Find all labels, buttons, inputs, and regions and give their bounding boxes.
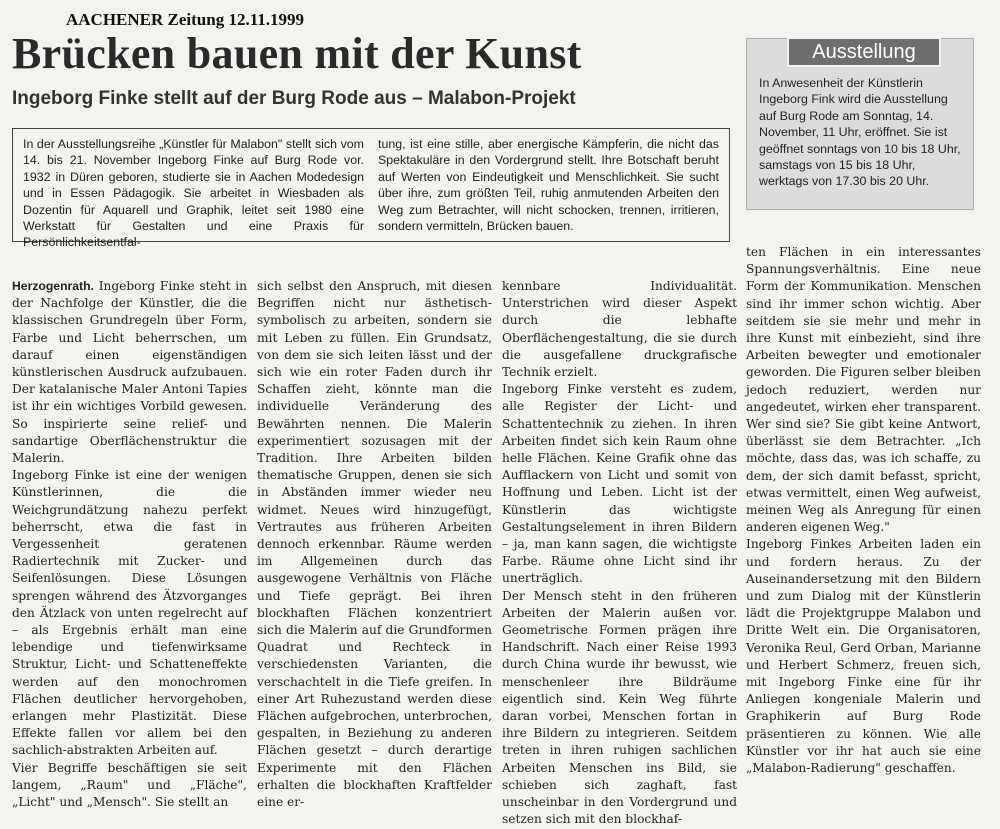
headline: Brücken bauen mit der Kunst — [12, 29, 582, 78]
paragraph: sich selbst den Anspruch, mit diesen Begriffen nicht nur ästhetisch-symbolisch zu arbeiten, sondern sie mit Leben zu füllen. Ein Grundsatz, von dem sie sich leiten lässt und der sich wie ein roter Faden durch ihr Schaffen zieht, könnte man die individuelle Veränderung des Bewährten nennen. Die Malerin experimentiert sozusagen mit der Tradition. Ihre Arbeiten bilden thematische Gruppen, denen sie sich in Abständen immer wieder neu widmet. Neues wird hinzugefügt, Vertrautes aus früheren Arbeiten dennoch erkennbar. Räume werden im Allgemeinen durch das ausgewogene Verhältnis von Fläche und Tiefe geprägt. Bei ihren blockhaften Flächen konzentriert sich die Malerin auf die Grundformen Quadrat und Rechteck in verschiedensten Varianten, die verschachtelt in die Tiefe greifen. In einer Art Ruhezustand werden diese Flächen aufgebrochen, unterbrochen, gespalten, in Beziehung zu anderen Flächen gesetzt – durch derartige Experimente mit den Flächen erhalten die blockhaften Kraftfelder eine er- — [257, 279, 492, 810]
body-column-1 — [12, 278, 247, 810]
paragraph-text: Ingeborg Finke steht in der Nachfolge der Künstler, die die klassischen Grundregeln über Form, Farbe und Licht beherrschen, um darauf einen eigenständigen künstlerischen Ausdruck aufzubauen. Der katalanische Maler Antoni Tapies ist ihr ein wichtiges Vorbild gewesen. So inspirierte seine relief- und sandartige Oberflächenstruktur die Malerin. — [12, 279, 247, 466]
paragraph: Ingeborg Finke ist eine der wenigen Künstlerinnen, die die Weichgrundätzung nahezu perfekt beherrscht, etwa die fast in Vergessenheit geratenen Radiertechnik mit Zucker- und Seifenlösungen. Diese Lösungen sprengen während des Ätzvorganges den Ätzlack von unten regelrecht auf – als Ergebnis erhält man eine lebendige und tiefenwirksame Struktur, Licht- und Schatteneffekte werden auf den monochromen Flächen deutlicher hervorgehoben, erlangen mehr Plastizität. Diese Effekte fallen vor allem bei den sachlich-abstrakten Arbeiten auf. — [12, 468, 247, 758]
exhibition-info-text: In Anwesenheit der Künstlerin Ingeborg Fink wird die Ausstellung auf Burg Rode am Sonntag, 14. November, 11 Uhr, eröffnet. Sie ist geöffnet sonntags von 10 bis 18 Uhr, samstags von 15 bis 18 Uhr, werktags von 17.30 bis 20 Uhr. — [759, 76, 961, 189]
paragraph — [12, 278, 247, 467]
dateline: Herzogenrath. — [12, 279, 94, 293]
body-column-3 — [502, 278, 737, 827]
exhibition-info-box — [746, 38, 974, 210]
subheadline: Ingeborg Finke stellt auf der Burg Rode aus – Malabon-Projekt — [12, 88, 576, 109]
paragraph: Ingeborg Finke versteht es zudem, alle Register der Licht- und Schattentechnik zu ziehen. In ihren Arbeiten findet sich kein Raum ohne helle Flächen. Keine Grafik ohne das Aufflackern von Licht und somit von Hoffnung und Leben. Licht ist der Künstlerin das wichtigste Gestaltungselement in ihren Bildern – ja, man kann sagen, die wichtigste Farbe. Räume ohne Licht sind ihr unerträglich. — [502, 382, 737, 586]
exhibition-label: Ausstellung — [787, 37, 941, 67]
intro-column-1: In der Ausstellungsreihe „Künstler für Malabon" stellt sich vom 14. bis 21. November Ingeborg Finke auf Burg Rode vor. 1932 in Düren geboren, studierte sie in Aachen Modedesign und in Essen Pädagogik. Sie arbeitet in Wiesbaden als Dozentin für Aquarell und Graphik, leitet seit 1980 eine Werkstatt für Gestalten und eine Praxis für Persönlichkeitsentfal- — [23, 137, 364, 250]
paragraph: Vier Begriffe beschäftigen sie seit langem, „Raum" und „Fläche", „Licht" und „Mensch". Sie stellt an — [12, 760, 247, 810]
paragraph: Ingeborg Finkes Arbeiten laden ein und fordern heraus. Zu der Auseinandersetzung mit den Bildern und zum Dialog mit der Künstlerin lädt die Projektgruppe Malabon und Dritte Welt ein. Die Organisatoren, Veronika Reul, Gerd Orban, Marianne und Herbert Schmerz, freuen sich, mit Ingeborg Finke eine für ihr Anliegen kongeniale Malerin und Graphikerin auf Burg Rode präsentieren zu können. Wie alle Künstler vor ihr hat auch sie eine „Malabon-Radierung" geschaffen. — [746, 537, 981, 776]
body-column-2 — [257, 278, 492, 810]
paragraph: Der Mensch steht in den früheren Arbeiten der Malerin außen vor. Geometrische Formen prägen ihre Handschrift. Nach einer Reise 1993 durch China wurde ihr bewusst, wie menschenleer ihre Bildräume eigentlich sind. Kein Weg führte daran vorbei, Menschen fortan in ihre Bildern zu integrieren. Seitdem treten in ihren ruhigen sachlichen Arbeiten Menschen ins Bild, sie schieben sich zaghaft, fast unscheinbar in den Vordergrund und setzen sich mit den blockhaf- — [502, 588, 737, 827]
intro-box — [12, 128, 730, 250]
body-column-4 — [746, 244, 981, 779]
intro-column-2: tung, ist eine stille, aber energische Kämpferin, die nicht das Spektakuläre in den Vordergrund stellt. Ihre Botschaft beruht auf Werten von Eindeutigkeit und Menschlichkeit. Sie sucht über ihre, zum größten Teil, ruhig anmutenden Arbeiten den Weg zum Betrachter, will nicht schocken, trennen, irritieren, sondern vermitteln, Brücken bauen. — [378, 137, 719, 234]
paragraph: ten Flächen in ein interessantes Spannungsverhältnis. Eine neue Form der Kommunikation. Menschen sind ihr immer schon wichtig. Aber seitdem sie sie mehr und mehr in ihre Kunst mit einbezieht, sind ihre Arbeiten bewegter und emotionaler geworden. Die Figuren selber bleiben jedoch reduziert, werden nur angedeutet, wirken eher transparent. Wer sind sie? Sie gibt keine Antwort, überlässt sie dem Betrachter. „Ich möchte, dass das, was ich schaffe, zu dem, der sich damit befasst, spricht, etwas vermittelt, einen Weg aufweist, meinen Weg als Anregung für einen anderen eigenen Weg." — [746, 245, 981, 535]
paragraph: kennbare Individualität. Unterstrichen wird dieser Aspekt durch die lebhafte Oberflächengestaltung, die sie durch die ausgefallene druckgrafische Technik erzielt. — [502, 279, 737, 380]
masthead: AACHENER Zeitung 12.11.1999 — [66, 10, 305, 29]
